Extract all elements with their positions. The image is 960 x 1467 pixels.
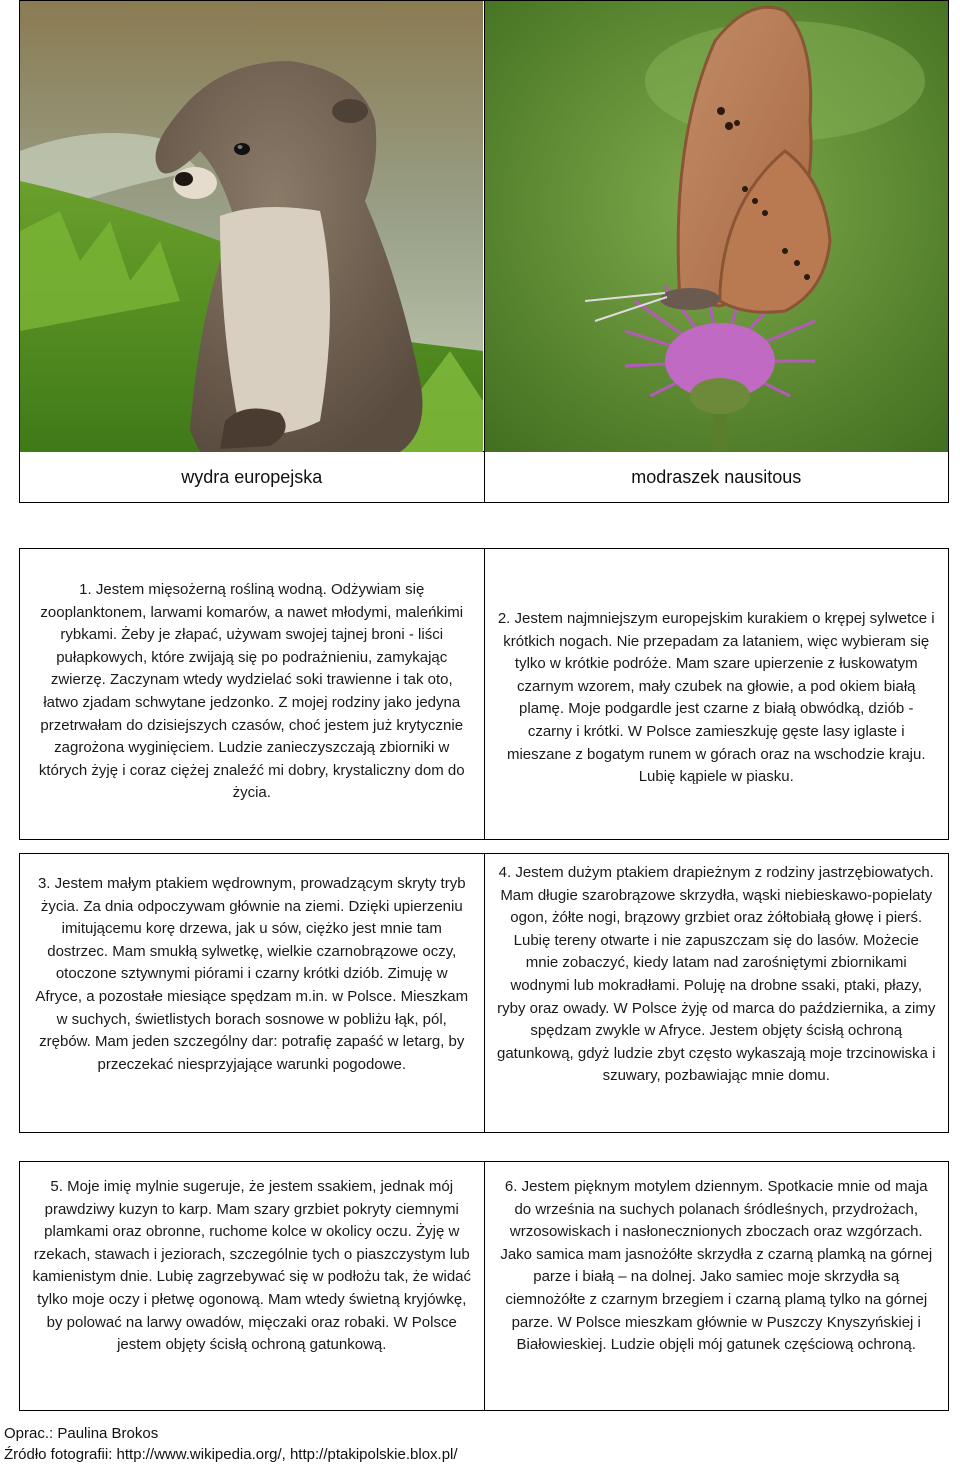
footer-photo-source: Źródło fotografii: http://www.wikipedia.org/, http://ptakipolskie.blox.pl/ [4,1446,458,1463]
otter-photo-cell [20,1,484,451]
clue-row-2 [20,854,948,1132]
otter-photo [20,1,483,452]
butterfly-photo-cell [484,1,949,451]
clue-1: 1. Jestem mięsożerną rośliną wodną. Odżywiam się zooplanktonem, larwami komarów, a nawet młodymi, maleńkimi rybkami. Żeby je złapać, używam swojej tajnej broni - liści pułapkowych, które zwijają się po podrażnieniu, zamykając zwierzę. Zaczynam wtedy wydzielać soki trawienne i tak oto, łatwo zjadam schwytane jedzonko. Z mojej rodziny jako jedyna przetrwałam do dzisiejszych czasów, choć jestem już krytycznie zagrożona wyginięciem. Ludzie zanieczyszczają zbiorniki w których żyję i coraz ciężej znaleźć mi dobry, krystaliczny dom do życia. [38,581,465,802]
clue-table-3 [19,1161,949,1411]
clue-3: 3. Jestem małym ptakiem wędrownym, prowadzącym skryty tryb życia. Za dnia odpoczywam głównie na ziemi. Dzięki upierzeniu imitującemu korę drzewa, jak u sów, ciężko jest mnie tam dostrzec. Mam smukłą sylwetkę, wielkie czarnobrązowe oczy, otoczone sztywnymi piórami i czarny krótki dziób. Zimuję w Afryce, a pozostałe miesiące spędzam m.in. w Polsce. Mieszkam w suchych, świetlistych borach sosnowe w pobliżu łąk, pól, zrębów. Mam jeden szczególny dar: potrafię zapaść w letarg, by przeczekać niesprzyjające warunki pogodowe. [35,875,469,1073]
clue-2: 2. Jestem najmniejszym europejskim kurakiem o krępej sylwetce i krótkich nogach. Nie przepadam za lataniem, więc wybieram się tylko w krótkie podróże. Mam szare upierzenie z łuskowatym czarnym wzorem, mały czubek na głowie, a pod okiem białą plamę. Moje podgardle jest czarne z białą obwódką, dziób - czarny i krótki. W Polsce zamieszkuję gęste lasy iglaste i mieszane z bogatym runem w górach oraz na wschodzie kraju. Lubię kąpiele w piasku. [484,549,949,839]
clue-table-1 [19,548,949,840]
clue-row-3 [20,1162,948,1410]
clue-4: 4. Jestem dużym ptakiem drapieżnym z rodziny jastrzębiowatych. Mam długie szarobrązowe skrzydła, wąski niebieskawo-popielaty ogon, żółte nogi, brązowy grzbiet oraz żółtobiałą głowę i pierś. Lubię tereny otwarte i nie zapuszczam się do lasów. Możecie mnie zobaczyć, kiedy latam nad zarośniętymi zbiornikami wodnymi lub mokradłami. Poluję na drobne ssaki, ptaki, płazy, ryby oraz owady. W Polsce żyję od marca do października, a zimy spędzam zwykle w Afryce. Jestem objęty ścisłą ochroną gatunkową, gdyż ludzie zbyt często wykaszają moje trzcinowiska i szuwary, pozbawiając mnie domu. [484,854,949,1132]
clue-6: 6. Jestem pięknym motylem dziennym. Spotkacie mnie od maja do września na suchych polanach śródleśnych, przydrożach, wrzosowiskach i nasłonecznionych zboczach oraz wzgórzach. Jako samica mam jasnożółte skrzydła z czarną plamką na górnej parze i białą – na dolnej. Jako samiec moje skrzydła są ciemnożółte z czarnym brzegiem i czarną plamą tylko na górnej parze. W Polsce mieszkam głównie w Puszczy Knyszyńskiej i Białowieskiej. Ludzie objęli mój gatunek częściową ochroną. [484,1162,949,1410]
photo-row [20,1,948,452]
butterfly-photo [485,1,948,452]
photo-table [19,0,949,503]
footer-author: Oprac.: Paulina Brokos [4,1425,159,1442]
clue-row-1 [20,549,948,839]
species-name-row [20,452,948,502]
species-name-left: wydra europejska [181,466,323,487]
clue-5: 5. Moje imię mylnie sugeruje, że jestem ssakiem, jednak mój prawdziwy kuzyn to karp. Mam szary grzbiet pokryty ciemnymi plamkami oraz obronne, ruchome kolce w okolicy oczu. Żyję w rzekach, stawach i jeziorach, szczególnie tych o piaszczystym lub kamienistym dnie. Lubię zagrzebywać się w podłożu tak, że widać tylko moje oczy i płetwę ogonową. Mam wtedy świetną kryjówkę, by polować na larwy owadów, mięczaki oraz robaki. W Polsce jestem objęty ścisłą ochroną gatunkową. [32,1178,472,1354]
species-name-right: modraszek nausitous [484,452,949,502]
clue-table-2 [19,853,949,1133]
